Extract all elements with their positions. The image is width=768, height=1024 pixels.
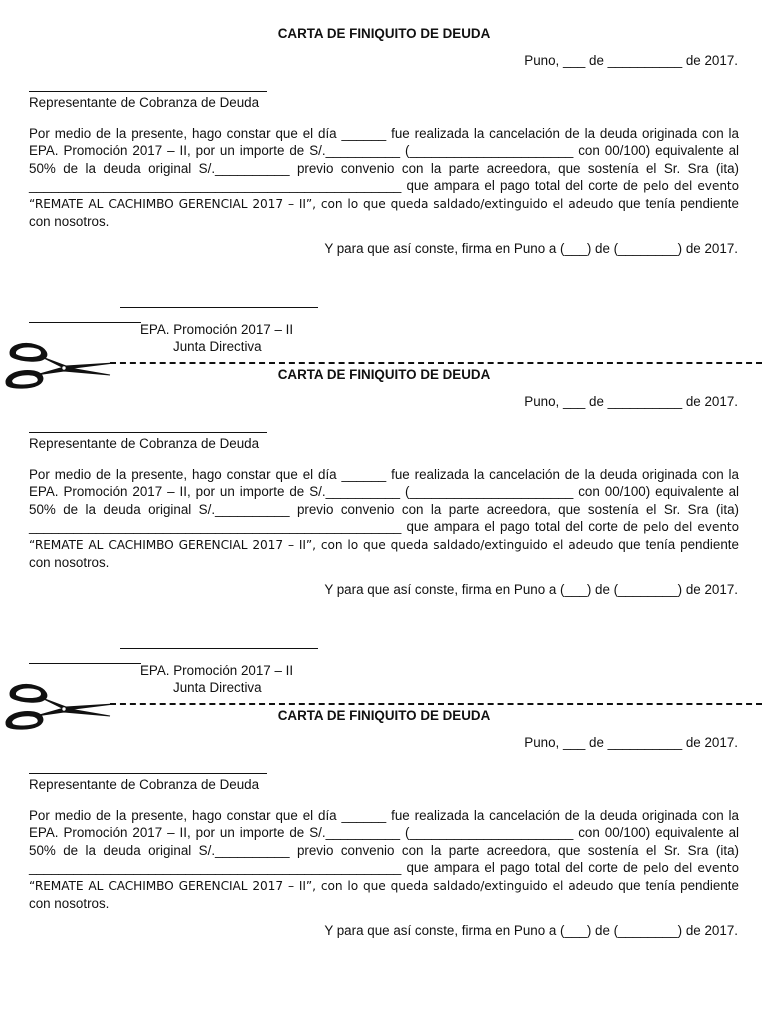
body-line: Sr. Sra (ita) __________________________________________________ que ampara el pago total del corte de bbox=[29, 842, 739, 875]
date-line: Puno, ___ de __________ de 2017. bbox=[524, 53, 738, 68]
body-line: Sr. Sra (ita) __________________________________________________ que ampara el pago total del corte de bbox=[29, 160, 739, 193]
body-line: la EPA. Promoción 2017 – II, por un importe de S/.__________ (______________________ con 00/100) bbox=[29, 808, 739, 841]
letter-body bbox=[29, 125, 739, 231]
letter-body bbox=[29, 466, 739, 572]
date-line: Puno, ___ de __________ de 2017. bbox=[524, 394, 738, 409]
body-line: Por medio de la presente, hago constar que el día ______ fue realizada la cancelación de la deuda originada con bbox=[29, 808, 724, 823]
signature-line bbox=[29, 91, 267, 92]
letter-title: CARTA DE FINIQUITO DE DEUDA bbox=[277, 367, 491, 382]
letter-title: CARTA DE FINIQUITO DE DEUDA bbox=[277, 26, 491, 41]
body-line: que tenía pendiente con nosotros. bbox=[29, 196, 739, 230]
representative-label: Representante de Cobranza de Deuda bbox=[29, 95, 260, 110]
signature-line bbox=[29, 432, 267, 433]
body-line: que tenía pendiente con nosotros. bbox=[29, 878, 739, 912]
closing-line: Y para que así conste, firma en Puno a (___) de (________) de 2017. bbox=[324, 241, 738, 256]
dashed-line bbox=[110, 703, 762, 705]
body-line: equivalente al 50% de la deuda original S/.__________ previo convenio con la parte acreedora, que sostenía el bbox=[29, 825, 740, 858]
signature-org: EPA. Promoción 2017 – II bbox=[140, 322, 294, 337]
body-line: pelo del evento “REMATE AL CACHIMBO GERENCIAL 2017 – II”, con lo que queda saldado/extinguido el adeudo bbox=[29, 519, 739, 553]
body-line: pelo del evento “REMATE AL CACHIMBO GERENCIAL 2017 – II”, con lo que queda saldado/extinguido el adeudo bbox=[29, 178, 739, 212]
body-line: equivalente al 50% de la deuda original S/.__________ previo convenio con la parte acreedora, que sostenía el bbox=[29, 143, 740, 176]
signature-role: Junta Directiva bbox=[173, 680, 262, 695]
body-line: Sr. Sra (ita) __________________________________________________ que ampara el pago total del corte de bbox=[29, 501, 739, 534]
signature-line bbox=[29, 663, 141, 664]
cut-line bbox=[0, 678, 768, 738]
body-line: que tenía pendiente con nosotros. bbox=[29, 537, 739, 571]
letter-slip-1 bbox=[0, 0, 768, 354]
scissors-icon bbox=[4, 680, 116, 736]
dashed-line bbox=[110, 362, 762, 364]
body-line: Por medio de la presente, hago constar que el día ______ fue realizada la cancelación de la deuda originada con bbox=[29, 126, 724, 141]
signature-org: EPA. Promoción 2017 – II bbox=[140, 663, 294, 678]
letter-title: CARTA DE FINIQUITO DE DEUDA bbox=[277, 708, 491, 723]
signature-line bbox=[120, 307, 318, 308]
letter-body bbox=[29, 807, 739, 913]
cut-line bbox=[0, 337, 768, 397]
signature-line bbox=[29, 322, 141, 323]
signature-line bbox=[120, 648, 318, 649]
body-line: Por medio de la presente, hago constar que el día ______ fue realizada la cancelación de la deuda originada con bbox=[29, 467, 724, 482]
body-line: la EPA. Promoción 2017 – II, por un importe de S/.__________ (______________________ con 00/100) bbox=[29, 467, 739, 500]
scissors-icon bbox=[4, 339, 116, 395]
representative-label: Representante de Cobranza de Deuda bbox=[29, 777, 260, 792]
closing-line: Y para que así conste, firma en Puno a (___) de (________) de 2017. bbox=[324, 582, 738, 597]
representative-label: Representante de Cobranza de Deuda bbox=[29, 436, 260, 451]
date-line: Puno, ___ de __________ de 2017. bbox=[524, 735, 738, 750]
body-line: equivalente al 50% de la deuda original S/.__________ previo convenio con la parte acreedora, que sostenía el bbox=[29, 484, 740, 517]
signature-role: Junta Directiva bbox=[173, 339, 262, 354]
body-line: la EPA. Promoción 2017 – II, por un importe de S/.__________ (______________________ con 00/100) bbox=[29, 126, 739, 159]
body-line: pelo del evento “REMATE AL CACHIMBO GERENCIAL 2017 – II”, con lo que queda saldado/extinguido el adeudo bbox=[29, 860, 739, 894]
closing-line: Y para que así conste, firma en Puno a (___) de (________) de 2017. bbox=[324, 923, 738, 938]
signature-line bbox=[29, 773, 267, 774]
